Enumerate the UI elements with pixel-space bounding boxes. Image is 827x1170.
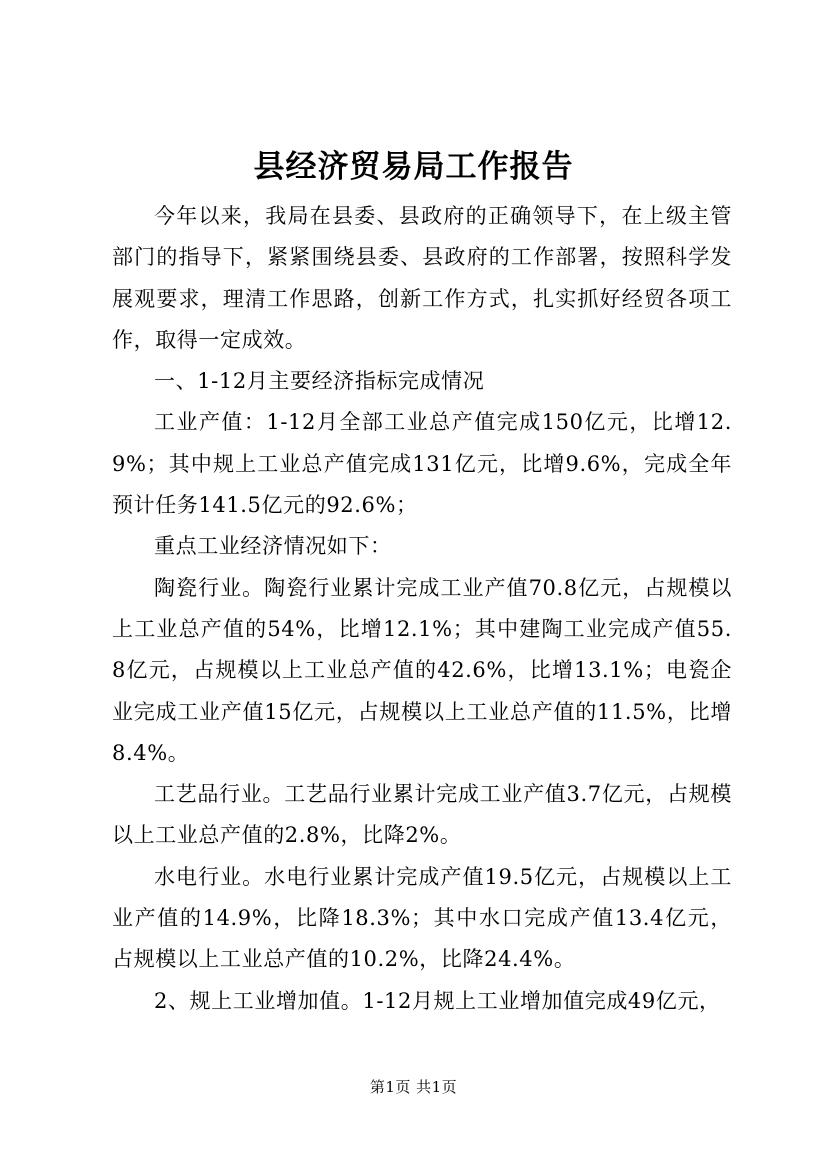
paragraph-value-added: 2、规上工业增加值。1-12月规上工业增加值完成49亿元， <box>154 988 721 1013</box>
paragraph-industrial-output: 工业产值：1-12月全部工业总产值完成150亿元，比增12.9%；其中规上工业总产值完成131亿元，比增9.6%，完成全年预计任务141.5亿元的92.6%； <box>112 410 732 518</box>
document-title: 县经济贸易局工作报告 <box>253 149 574 185</box>
paragraph-crafts: 工艺品行业。工艺品行业累计完成工业产值3.7亿元，占规模以上工业总产值的2.8%，比降2%。 <box>112 782 732 848</box>
paragraph-intro: 今年以来，我局在县委、县政府的正确领导下，在上级主管部门的指导下，紧紧围绕县委、县政府的工作部署，按照科学发展观要求，理清工作思路，创新工作方式，扎实抓好经贸各项工作，取得一定成效。 <box>112 204 732 352</box>
paragraph-key-industry-intro: 重点工业经济情况如下： <box>154 534 392 559</box>
page-footer: 第1页 共1页 <box>369 1078 458 1096</box>
paragraph-ceramics: 陶瓷行业。陶瓷行业累计完成工业产值70.8亿元，占规模以上工业总产值的54%，比增12.1%；其中建陶工业完成产值55.8亿元，占规模以上工业总产值的42.6%，比增13.1%；电瓷企业完成工业产值15亿元，占规模以上工业总产值的11.5%，比增8.4%。 <box>112 575 732 765</box>
document-body <box>112 196 732 1022</box>
paragraph-hydropower: 水电行业。水电行业累计完成产值19.5亿元，占规模以上工业产值的14.9%，比降18.3%；其中水口完成产值13.4亿元，占规模以上工业总产值的10.2%，比降24.4%。 <box>112 864 732 972</box>
section-heading: 一、1-12月主要经济指标完成情况 <box>154 369 485 394</box>
